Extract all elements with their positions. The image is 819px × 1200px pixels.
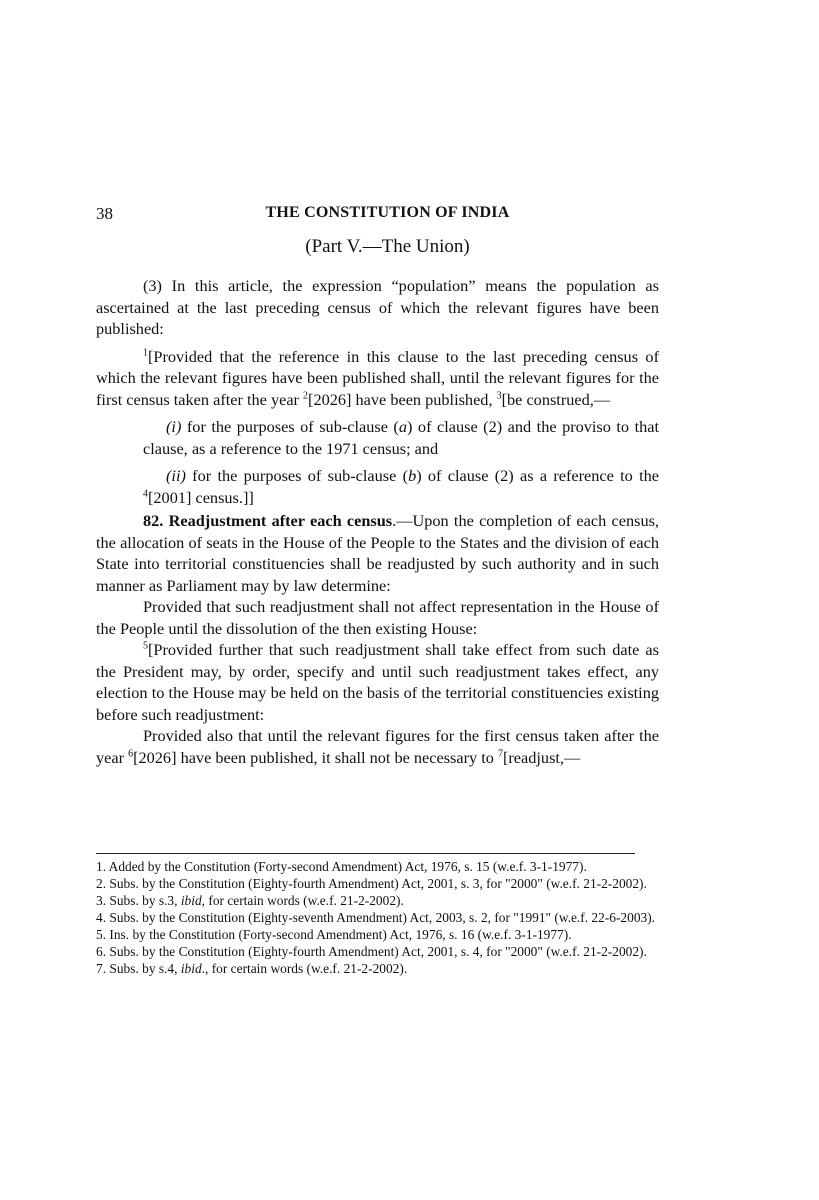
footnote-divider: [96, 853, 635, 854]
running-title: THE CONSTITUTION OF INDIA: [265, 204, 510, 221]
proviso-paragraph: $^1$[Provided that the reference in this clause to the last preceding census of which the relevant figures have been published shall, until the relevant figures for the first census taken after the year $^2$[2026] have been published, $^3$[be construed,—: [96, 346, 659, 409]
article-82-heading: 82. Readjustment after each census: [143, 511, 393, 530]
body-text: [96, 275, 659, 768]
part-title: (Part V.—The Union): [305, 236, 470, 257]
footnote: 4. Subs. by the Constitution (Eighty-seventh Amendment) Act, 2003, s. 2, for "1991" (w.e.f. 22-6-2003).: [96, 910, 656, 925]
article-82: 82. Readjustment after each census.—Upon the completion of each census, the allocation of seats in the House of the People to the States and the division of each State into territorial constituencies shall be readjusted by such authority and in such manner as Parliament may by law determine:: [96, 511, 659, 595]
article-82-proviso-3: Provided also that until the relevant figures for the first census taken after the year $^6$[2026] have been published, it shall not be necessary to $^7$[readjust,—: [96, 726, 659, 767]
article-82-proviso-1: Provided that such readjustment shall not affect representation in the House of the People until the dissolution of the then existing House:: [96, 597, 659, 638]
footnotes: [96, 858, 659, 977]
page-number: 38: [96, 204, 113, 223]
clause-3: (3) In this article, the expression “population” means the population as ascertained at the last preceding census of which the relevant figures have been published:: [96, 276, 659, 338]
sub-item-i: (i) for the purposes of sub-clause (a) of clause (2) and the proviso to that clause, as a reference to the 1971 census; and: [143, 417, 659, 458]
footnote: 5. Ins. by the Constitution (Forty-second Amendment) Act, 1976, s. 16 (w.e.f. 3-1-1977).: [96, 927, 572, 942]
footnote: 6. Subs. by the Constitution (Eighty-fourth Amendment) Act, 2001, s. 4, for "2000" (w.e.f. 21-2-2002).: [96, 944, 647, 959]
footnote: 1. Added by the Constitution (Forty-second Amendment) Act, 1976, s. 15 (w.e.f. 3-1-1977).: [96, 859, 587, 874]
sub-item-ii: (ii) for the purposes of sub-clause (b) of clause (2) as a reference to the $^4$[2001] census.]]: [143, 466, 659, 507]
footnote: 7. Subs. by s.4, ibid., for certain words (w.e.f. 21-2-2002).: [96, 961, 408, 976]
footnote: 2. Subs. by the Constitution (Eighty-fourth Amendment) Act, 2001, s. 3, for "2000" (w.e.f. 21-2-2002).: [96, 876, 647, 891]
page-header: [96, 204, 659, 228]
footnote: 3. Subs. by s.3, ibid, for certain words (w.e.f. 21-2-2002).: [96, 893, 404, 908]
article-82-proviso-2: $^5$[Provided further that such readjustment shall take effect from such date as the President may, by order, specify and until such readjustment takes effect, any election to the House may be held on the basis of the territorial constituencies existing before such readjustment:: [96, 640, 659, 724]
